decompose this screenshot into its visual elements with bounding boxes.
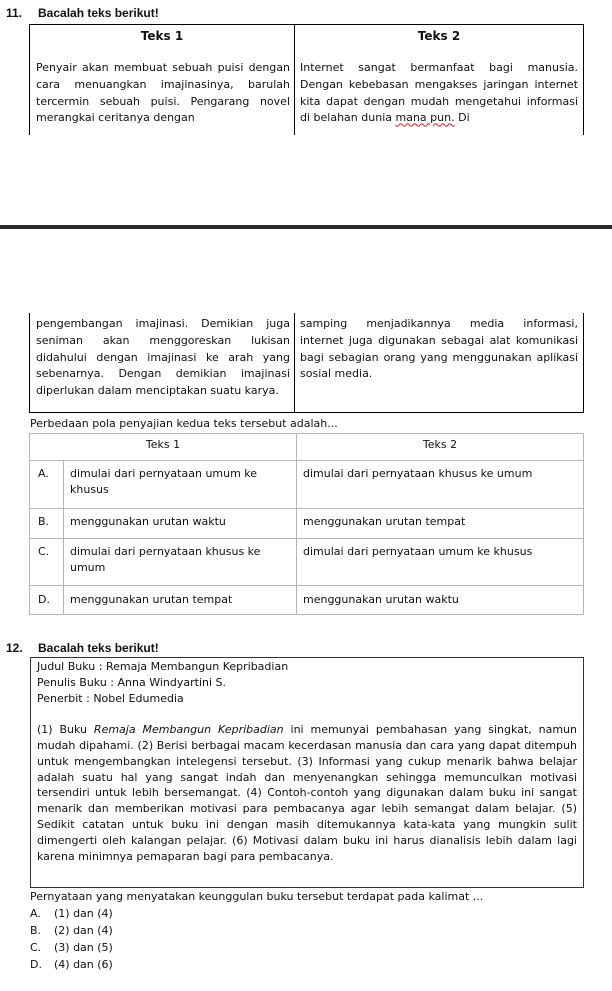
option-d-teks2[interactable]: menggunakan urutan waktu	[303, 593, 459, 606]
teks1-part2-text: pengembangan imajinasi. Demikian juga seniman akan menggoreskan lukisan didahului dengan imajinasi ke arah yang sebenarnya. Dengan demikian imajinasi diperlukan dalam menciptakan suatu karya.	[36, 317, 290, 398]
teks2-part1-a: Internet sangat bermanfaat bagi manusia. Dengan kebebasan mengakses jaringan internet kita dapat dengan mudah mengetahui informasi di belahan dunia	[300, 61, 578, 125]
q12-option-d[interactable]: (4) dan (6)	[54, 958, 113, 971]
q11-question: Perbedaan pola penyajian kedua teks tersebut adalah...	[30, 417, 338, 430]
q12-option-b[interactable]: (2) dan (4)	[54, 924, 113, 937]
para-italic: Remaja Membangun Kepribadian	[93, 723, 284, 737]
option-b-letter: B.	[38, 515, 50, 528]
option-c-letter: C.	[38, 545, 50, 558]
teks2-header: Teks 2	[417, 29, 461, 43]
option-c-teks1[interactable]: dimulai dari pernyataan khusus ke umum	[70, 545, 261, 574]
teks2-part1-underline: mana pun.	[395, 111, 455, 125]
option-d-letter: D.	[38, 593, 50, 606]
book-author-line: Penulis Buku : Anna Windyartini S.	[37, 675, 227, 689]
option-b-teks2[interactable]: menggunakan urutan tempat	[303, 515, 466, 528]
q12-option-c[interactable]: (3) dan (5)	[54, 941, 113, 954]
page-divider	[0, 225, 612, 229]
option-a-letter: A.	[38, 467, 49, 480]
book-review-paragraph	[37, 722, 577, 864]
teks1-part1	[36, 60, 290, 127]
para-b: ini memunyai pembahasan yang singkat, namun mudah dipahami. (2) Berisi berbagai macam kecerdasan manusia dan cara yang dapat ditempuh untuk mengembangkan intelegensi tersebut. (3) Informasi yang cukup menarik bahwa belajar adalah suatu hal yang sangat indah dan menyenangkan sehingga memunculkan motivasi tersendiri untuk lebih bersemangat. (4) Contoh-contoh yang digunakan dalam buku ini sangat menarik dan memberikan motivasi para pembacanya agar lebih semangat dalam belajar. (5) Sedikit catatan untuk buku ini dengan masih ditemukannya kata-kata yang mungkin sulit dimengerti oleh kalangan pelajar. (6) Motivasi dalam buku ini harus dianalisis lebih dalam lagi karena minimnya pemaparan bagi para pembacanya.	[37, 723, 577, 863]
teks2-part1-b: Di	[458, 111, 470, 125]
teks1-part1-text: Penyair akan membuat sebuah puisi dengan cara menuangkan imajinasinya, barulah tercermin sebuah puisi. Pengarang novel merangkai ceritanya dengan	[36, 61, 290, 125]
teks1-header: Teks 1	[140, 29, 184, 43]
teks2-part2-text: samping menjadikannya media informasi, internet juga digunakan sebagai alat komunikasi bagi sebagian orang yang menggunakan aplikasi sosial media.	[300, 317, 578, 381]
q12-option-a-letter: A.	[30, 907, 41, 920]
q12-option-c-letter: C.	[30, 941, 42, 954]
para-a: (1) Buku	[37, 723, 94, 737]
option-d-teks1[interactable]: menggunakan urutan tempat	[70, 593, 233, 606]
q11-number: 11.	[6, 6, 23, 20]
q12-option-a[interactable]: (1) dan (4)	[54, 907, 113, 920]
option-a-teks2[interactable]: dimulai dari pernyataan khusus ke umum	[303, 467, 533, 480]
teks1-part2	[36, 316, 290, 400]
q12-option-b-letter: B.	[30, 924, 42, 937]
q11-title: Bacalah teks berikut!	[38, 6, 159, 20]
book-title-line: Judul Buku : Remaja Membangun Kepribadian	[37, 660, 289, 673]
book-publisher-line: Penerbit : Nobel Edumedia	[37, 691, 184, 705]
options-header-teks2: Teks 2	[422, 438, 458, 451]
q12-number: 12.	[6, 641, 23, 655]
options-header-teks1: Teks 1	[145, 438, 181, 451]
q12-option-d-letter: D.	[30, 958, 42, 971]
q12-question: Pernyataan yang menyatakan keunggulan buku tersebut terdapat pada kalimat ...	[30, 890, 484, 903]
option-b-teks1[interactable]: menggunakan urutan waktu	[70, 515, 226, 528]
option-c-teks2[interactable]: dimulai dari pernyataan umum ke khusus	[303, 545, 533, 558]
teks2-part1	[300, 60, 578, 127]
teks2-part2	[300, 316, 578, 383]
q12-title: Bacalah teks berikut!	[38, 641, 159, 655]
book-review-content	[37, 659, 577, 864]
option-a-teks1[interactable]: dimulai dari pernyataan umum ke khusus	[70, 467, 258, 496]
